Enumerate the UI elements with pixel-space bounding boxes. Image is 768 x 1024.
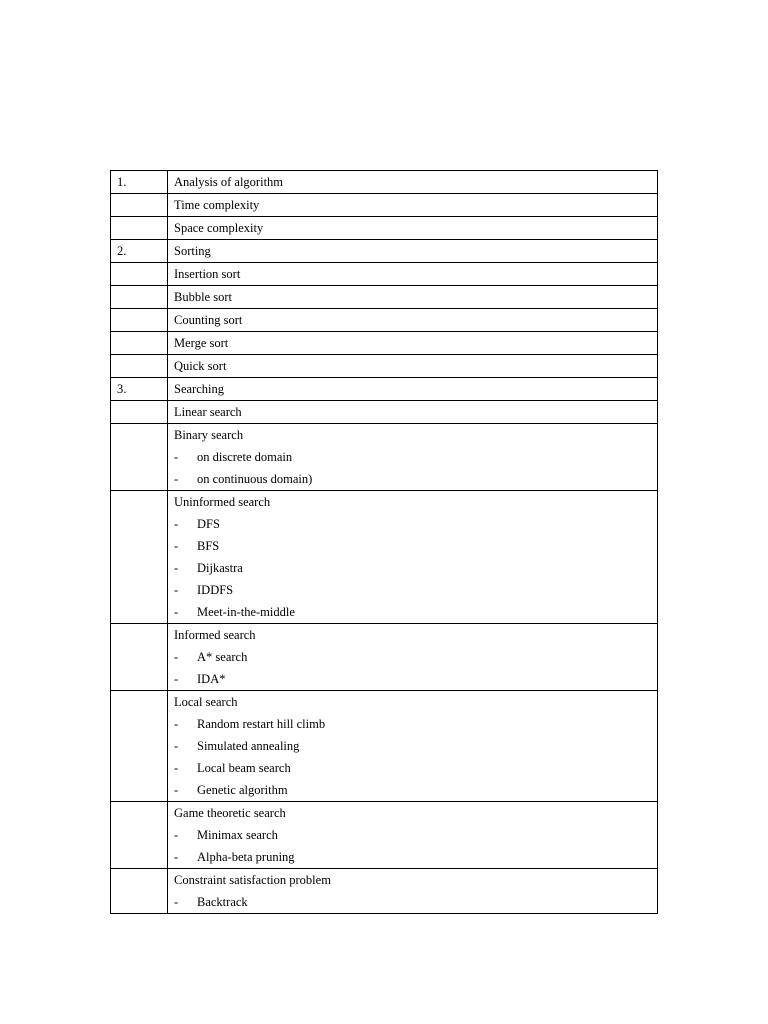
subtopic-item bbox=[174, 579, 657, 601]
row-content-cell bbox=[168, 194, 658, 217]
topic-outline-table bbox=[110, 170, 658, 914]
subtopic-item bbox=[174, 646, 657, 668]
table-row bbox=[111, 286, 658, 309]
bullet-dash: - bbox=[174, 450, 179, 464]
row-number-cell bbox=[111, 171, 168, 194]
row-number: 3. bbox=[117, 382, 127, 396]
row-content-cell bbox=[168, 309, 658, 332]
subtopic-item bbox=[174, 846, 657, 868]
row-number bbox=[117, 286, 167, 308]
subtopic-label: Backtrack bbox=[197, 895, 248, 909]
bullet-dash: - bbox=[174, 472, 179, 486]
row-content-cell bbox=[168, 491, 658, 624]
table-row bbox=[111, 802, 658, 869]
bullet-dash: - bbox=[174, 895, 179, 909]
topic-title: Quick sort bbox=[174, 359, 227, 373]
row-content-cell bbox=[168, 869, 658, 914]
bullet-dash: - bbox=[174, 717, 179, 731]
row-number bbox=[117, 194, 167, 216]
row-number-cell bbox=[111, 624, 168, 691]
subtopic-label: Simulated annealing bbox=[197, 739, 300, 753]
row-number bbox=[117, 309, 167, 331]
subtopic-label: on discrete domain bbox=[197, 450, 293, 464]
row-number-cell bbox=[111, 378, 168, 401]
subtopic-item bbox=[174, 513, 657, 535]
subtopic-label: on continuous domain) bbox=[197, 472, 313, 486]
row-number-cell bbox=[111, 355, 168, 378]
bullet-dash: - bbox=[174, 605, 179, 619]
subtopic-item bbox=[174, 601, 657, 623]
table-row bbox=[111, 194, 658, 217]
table-row bbox=[111, 401, 658, 424]
subtopic-item bbox=[174, 668, 657, 690]
row-content-cell bbox=[168, 332, 658, 355]
row-content-cell bbox=[168, 378, 658, 401]
subtopic-item bbox=[174, 891, 657, 913]
row-number-cell bbox=[111, 332, 168, 355]
row-number-cell bbox=[111, 869, 168, 914]
topic-title: Local search bbox=[174, 695, 238, 709]
row-number bbox=[117, 263, 167, 285]
table-row bbox=[111, 355, 658, 378]
bullet-dash: - bbox=[174, 828, 179, 842]
bullet-dash: - bbox=[174, 672, 179, 686]
topic-title: Binary search bbox=[174, 428, 244, 442]
row-number: 2. bbox=[117, 244, 127, 258]
row-number-cell bbox=[111, 802, 168, 869]
row-number-cell bbox=[111, 263, 168, 286]
topic-title: Linear search bbox=[174, 405, 242, 419]
bullet-dash: - bbox=[174, 517, 179, 531]
subtopic-label: IDDFS bbox=[197, 583, 234, 597]
subtopic-label: Local beam search bbox=[197, 761, 291, 775]
table-row bbox=[111, 691, 658, 802]
bullet-dash: - bbox=[174, 783, 179, 797]
row-number-cell bbox=[111, 401, 168, 424]
row-content-cell bbox=[168, 802, 658, 869]
subtopic-label: A* search bbox=[197, 650, 248, 664]
topic-title: Space complexity bbox=[174, 221, 264, 235]
row-content-cell bbox=[168, 401, 658, 424]
row-number bbox=[117, 802, 167, 824]
row-number bbox=[117, 869, 167, 891]
subtopic-label: Genetic algorithm bbox=[197, 783, 288, 797]
subtopic-item bbox=[174, 735, 657, 757]
row-content-cell bbox=[168, 355, 658, 378]
row-number bbox=[117, 332, 167, 354]
row-content-cell bbox=[168, 424, 658, 491]
row-number bbox=[117, 217, 167, 239]
bullet-dash: - bbox=[174, 850, 179, 864]
subtopic-item bbox=[174, 824, 657, 846]
table-row bbox=[111, 424, 658, 491]
row-content-cell bbox=[168, 691, 658, 802]
table-row bbox=[111, 624, 658, 691]
subtopic-label: DFS bbox=[197, 517, 220, 531]
table-row bbox=[111, 309, 658, 332]
row-content-cell bbox=[168, 286, 658, 309]
row-number-cell bbox=[111, 217, 168, 240]
subtopic-label: Random restart hill climb bbox=[197, 717, 326, 731]
subtopic-item bbox=[174, 468, 657, 490]
table-row bbox=[111, 378, 658, 401]
table-row bbox=[111, 217, 658, 240]
row-content-cell bbox=[168, 240, 658, 263]
table-row bbox=[111, 171, 658, 194]
subtopic-item bbox=[174, 713, 657, 735]
subtopic-item bbox=[174, 557, 657, 579]
topic-title: Game theoretic search bbox=[174, 806, 286, 820]
subtopic-label: Meet-in-the-middle bbox=[197, 605, 295, 619]
row-number: 1. bbox=[117, 175, 127, 189]
bullet-dash: - bbox=[174, 739, 179, 753]
subtopic-label: Dijkastra bbox=[197, 561, 243, 575]
subtopic-label: BFS bbox=[197, 539, 220, 553]
topic-title: Merge sort bbox=[174, 336, 229, 350]
bullet-dash: - bbox=[174, 561, 179, 575]
subtopic-label: IDA* bbox=[197, 672, 226, 686]
row-number-cell bbox=[111, 240, 168, 263]
subtopic-label: Minimax search bbox=[197, 828, 278, 842]
outline-table-body bbox=[111, 171, 658, 914]
subtopic-item bbox=[174, 779, 657, 801]
table-row bbox=[111, 240, 658, 263]
table-row bbox=[111, 869, 658, 914]
subtopic-item bbox=[174, 535, 657, 557]
subtopic-item bbox=[174, 757, 657, 779]
table-row bbox=[111, 263, 658, 286]
topic-title: Constraint satisfaction problem bbox=[174, 873, 331, 887]
topic-title: Insertion sort bbox=[174, 267, 241, 281]
row-number-cell bbox=[111, 309, 168, 332]
row-content-cell bbox=[168, 217, 658, 240]
row-content-cell bbox=[168, 624, 658, 691]
topic-title: Uninformed search bbox=[174, 495, 271, 509]
row-number-cell bbox=[111, 424, 168, 491]
topic-title: Informed search bbox=[174, 628, 256, 642]
row-content-cell bbox=[168, 263, 658, 286]
subtopic-item bbox=[174, 446, 657, 468]
row-number bbox=[117, 691, 167, 713]
row-number bbox=[117, 355, 167, 377]
row-number-cell bbox=[111, 691, 168, 802]
row-number-cell bbox=[111, 286, 168, 309]
topic-title: Analysis of algorithm bbox=[174, 175, 284, 189]
row-number bbox=[117, 491, 167, 513]
bullet-dash: - bbox=[174, 539, 179, 553]
bullet-dash: - bbox=[174, 761, 179, 775]
topic-title: Bubble sort bbox=[174, 290, 232, 304]
topic-title: Time complexity bbox=[174, 198, 260, 212]
bullet-dash: - bbox=[174, 583, 179, 597]
row-number-cell bbox=[111, 491, 168, 624]
row-number bbox=[117, 624, 167, 646]
topic-title: Searching bbox=[174, 382, 224, 396]
topic-title: Sorting bbox=[174, 244, 211, 258]
row-number bbox=[117, 401, 167, 423]
row-number bbox=[117, 424, 167, 446]
bullet-dash: - bbox=[174, 650, 179, 664]
subtopic-label: Alpha-beta pruning bbox=[197, 850, 295, 864]
row-number-cell bbox=[111, 194, 168, 217]
row-content-cell bbox=[168, 171, 658, 194]
table-row bbox=[111, 332, 658, 355]
table-row bbox=[111, 491, 658, 624]
topic-title: Counting sort bbox=[174, 313, 243, 327]
